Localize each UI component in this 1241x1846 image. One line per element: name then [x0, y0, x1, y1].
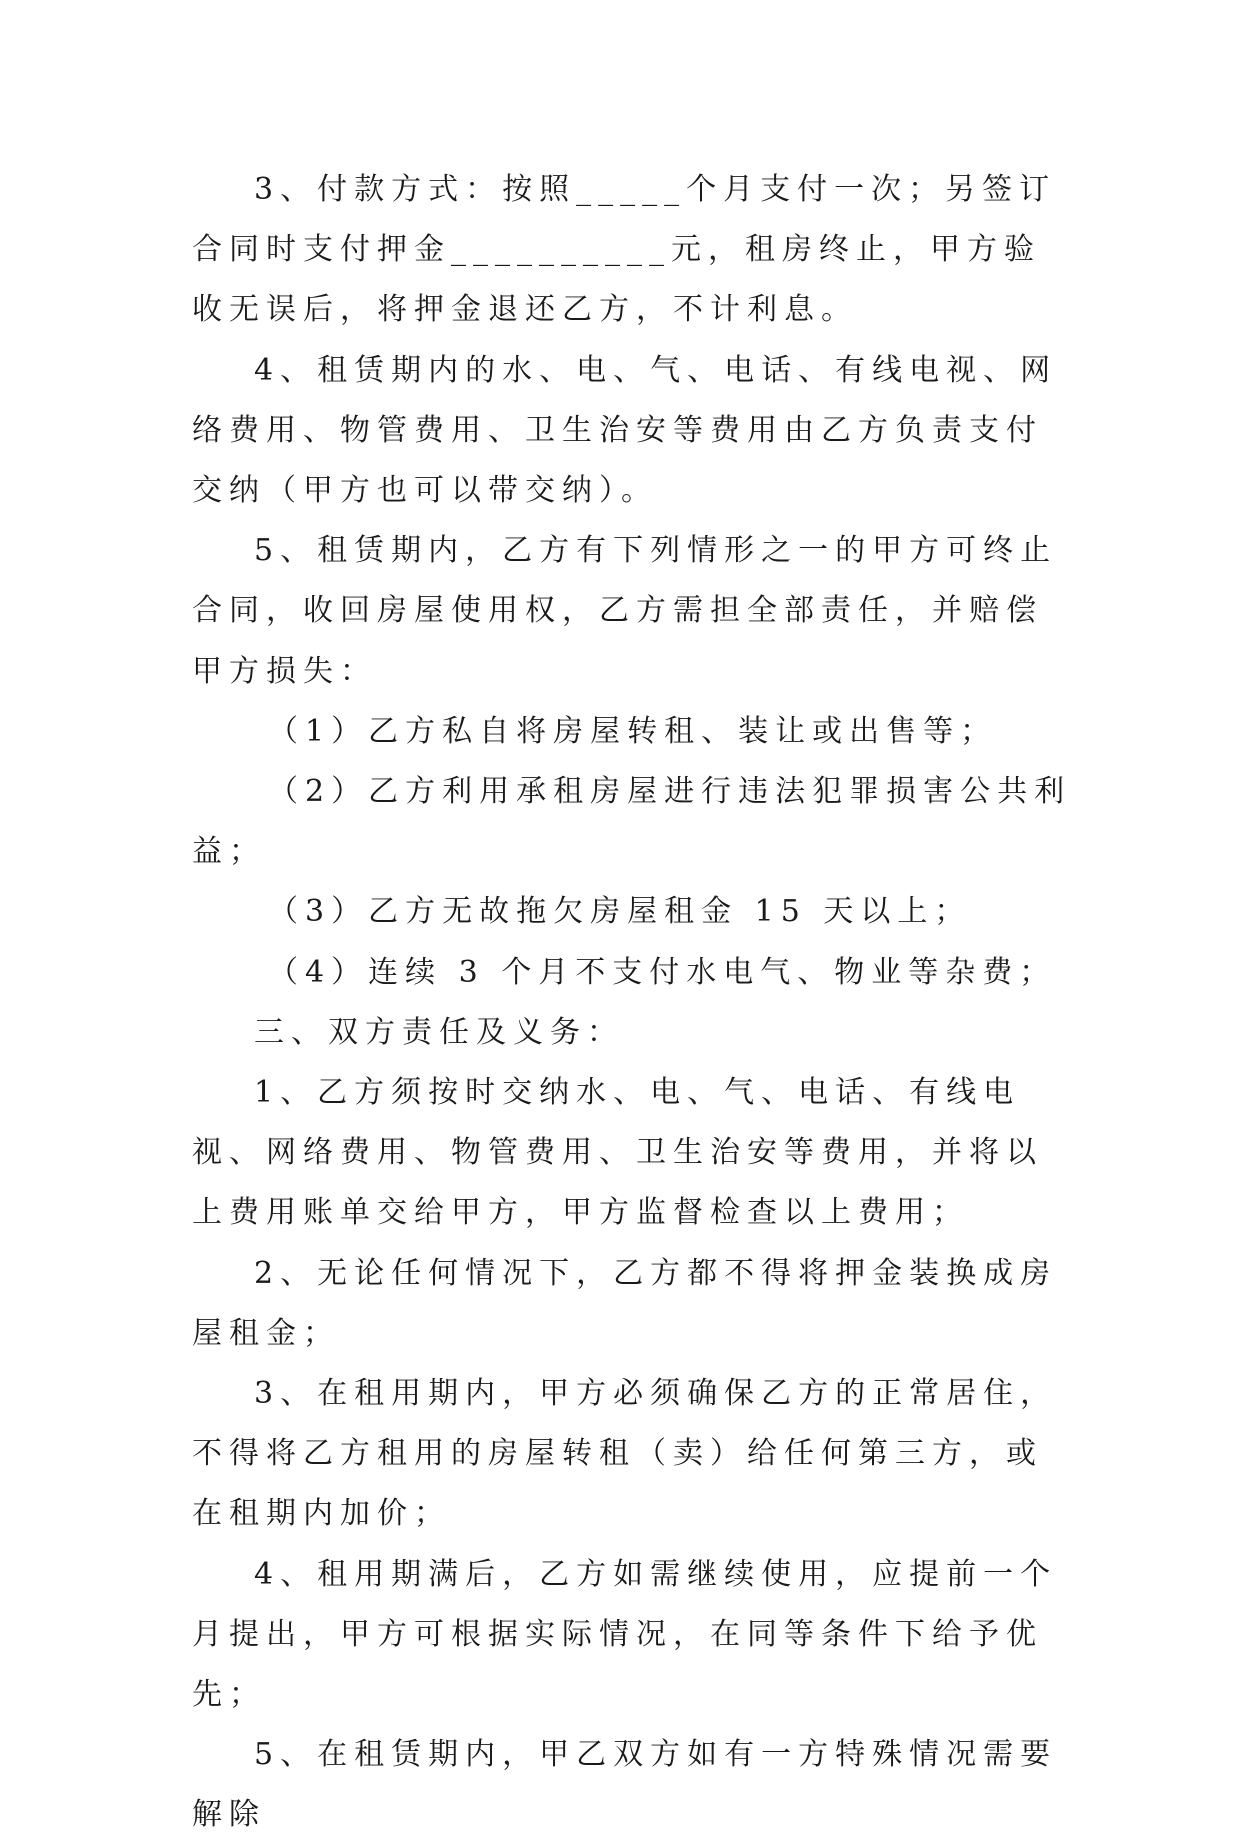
list-item-illegal-use: （2）乙方利用承租房屋进行违法犯罪损害公共利益； [192, 774, 1072, 870]
paragraph-renewal: 4、租用期满后，乙方如需继续使用，应提前一个月提出，甲方可根据实际情况，在同等条件下给予优先； [192, 1556, 1058, 1713]
list-item-sublet: （1）乙方私自将房屋转租、装让或出售等； [268, 713, 998, 749]
list-item-rent-arrears: （3）乙方无故拖欠房屋租金 15 天以上； [268, 894, 972, 930]
paragraph-tenant-fees: 1、乙方须按时交纳水、电、气、电话、有线电视、网络费用、物管费用、卫生治安等费用，并将以上费用账单交给甲方，甲方监督检查以上费用； [192, 1075, 1043, 1231]
paragraph-deposit-rule: 2、无论任何情况下，乙方都不得将押金装换成房屋租金； [192, 1255, 1058, 1351]
list-item-unpaid-fees: （4）连续 3 个月不支付水电气、物业等杂费； [268, 954, 1057, 990]
section-heading-responsibilities: 三、双方责任及义务： [254, 1014, 624, 1050]
document-body [192, 160, 1072, 1846]
paragraph-utility-fees: 4、租赁期内的水、电、气、电话、有线电视、网络费用、物管费用、卫生治安等费用由乙方负责支付交纳（甲方也可以带交纳）。 [192, 352, 1058, 509]
paragraph-early-termination: 5、在租赁期内，甲乙双方如有一方特殊情况需要解除 [192, 1737, 1058, 1833]
paragraph-payment-method: 3、付款方式：按照_____个月支付一次；另签订合同时支付押金__________元，租房终止，甲方验收无误后，将押金退还乙方，不计利息。 [192, 172, 1057, 328]
paragraph-termination-conditions: 5、租赁期内，乙方有下列情形之一的甲方可终止合同，收回房屋使用权，乙方需担全部责任，并赔偿甲方损失： [192, 533, 1058, 689]
paragraph-landlord-guarantee: 3、在租用期内，甲方必须确保乙方的正常居住，不得将乙方租用的房屋转租（卖）给任何第三方，或在租期内加价； [192, 1376, 1058, 1532]
